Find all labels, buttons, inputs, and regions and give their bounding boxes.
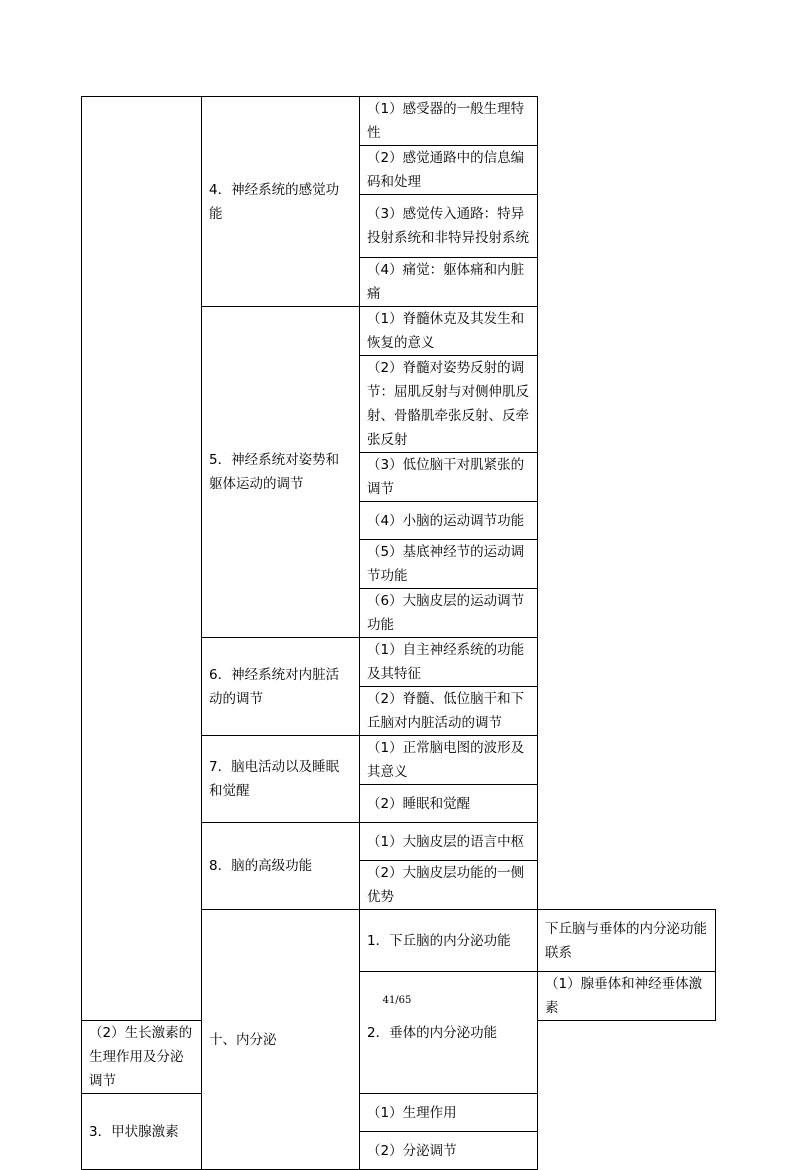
section-title: 8．脑的高级功能 [202, 823, 360, 910]
item-cell: （6）大脑皮层的运动调节功能 [360, 589, 538, 638]
section-title: 4．神经系统的感觉功能 [202, 97, 360, 307]
item-cell: （3）低位脑干对肌紧张的调节 [360, 453, 538, 502]
page-number: 41/65 [382, 995, 412, 1006]
item-cell: （4）小脑的运动调节功能 [360, 502, 538, 540]
item-cell: （1）自主神经系统的功能及其特征 [360, 638, 538, 687]
section-title: 3．甲状腺激素 [82, 1094, 202, 1170]
chapter-cell-continued [82, 97, 202, 1021]
item-cell: （1）正常脑电图的波形及其意义 [360, 736, 538, 785]
item-cell: （2）生长激素的生理作用及分泌调节 [82, 1021, 202, 1094]
item-cell: （2）脊髓对姿势反射的调节：屈肌反射与对侧伸肌反射、骨骼肌牵张反射、反牵张反射 [360, 356, 538, 453]
section-title: 2．垂体的内分泌功能 [360, 972, 538, 1094]
item-cell: （5）基底神经节的运动调节功能 [360, 540, 538, 589]
item-cell: （1）感受器的一般生理特性 [360, 97, 538, 146]
item-cell: （1）大脑皮层的语言中枢 [360, 823, 538, 861]
item-cell: （2）睡眠和觉醒 [360, 785, 538, 823]
item-cell: （2）感觉通路中的信息编码和处理 [360, 146, 538, 195]
item-cell: （4）痛觉：躯体痛和内脏痛 [360, 258, 538, 307]
item-cell: 下丘脑与垂体的内分泌功能联系 [538, 910, 716, 972]
section-title: 1．下丘脑的内分泌功能 [360, 910, 538, 972]
section-title: 5．神经系统对姿势和躯体运动的调节 [202, 307, 360, 638]
section-title: 6．神经系统对内脏活动的调节 [202, 638, 360, 736]
item-cell: （3）感觉传入通路：特异投射系统和非特异投射系统 [360, 195, 538, 258]
item-cell: （2）脊髓、低位脑干和下丘脑对内脏活动的调节 [360, 687, 538, 736]
item-cell: （2）大脑皮层功能的一侧优势 [360, 861, 538, 910]
chapter-title: 十、内分泌 [202, 910, 360, 1170]
section-title: 7．脑电活动以及睡眠和觉醒 [202, 736, 360, 823]
item-cell: （1）生理作用 [360, 1094, 538, 1132]
item-cell: （2）分泌调节 [360, 1132, 538, 1170]
item-cell: （1）脊髓休克及其发生和恢复的意义 [360, 307, 538, 356]
item-cell: （1）腺垂体和神经垂体激素 [538, 972, 716, 1021]
syllabus-table [81, 96, 716, 1170]
